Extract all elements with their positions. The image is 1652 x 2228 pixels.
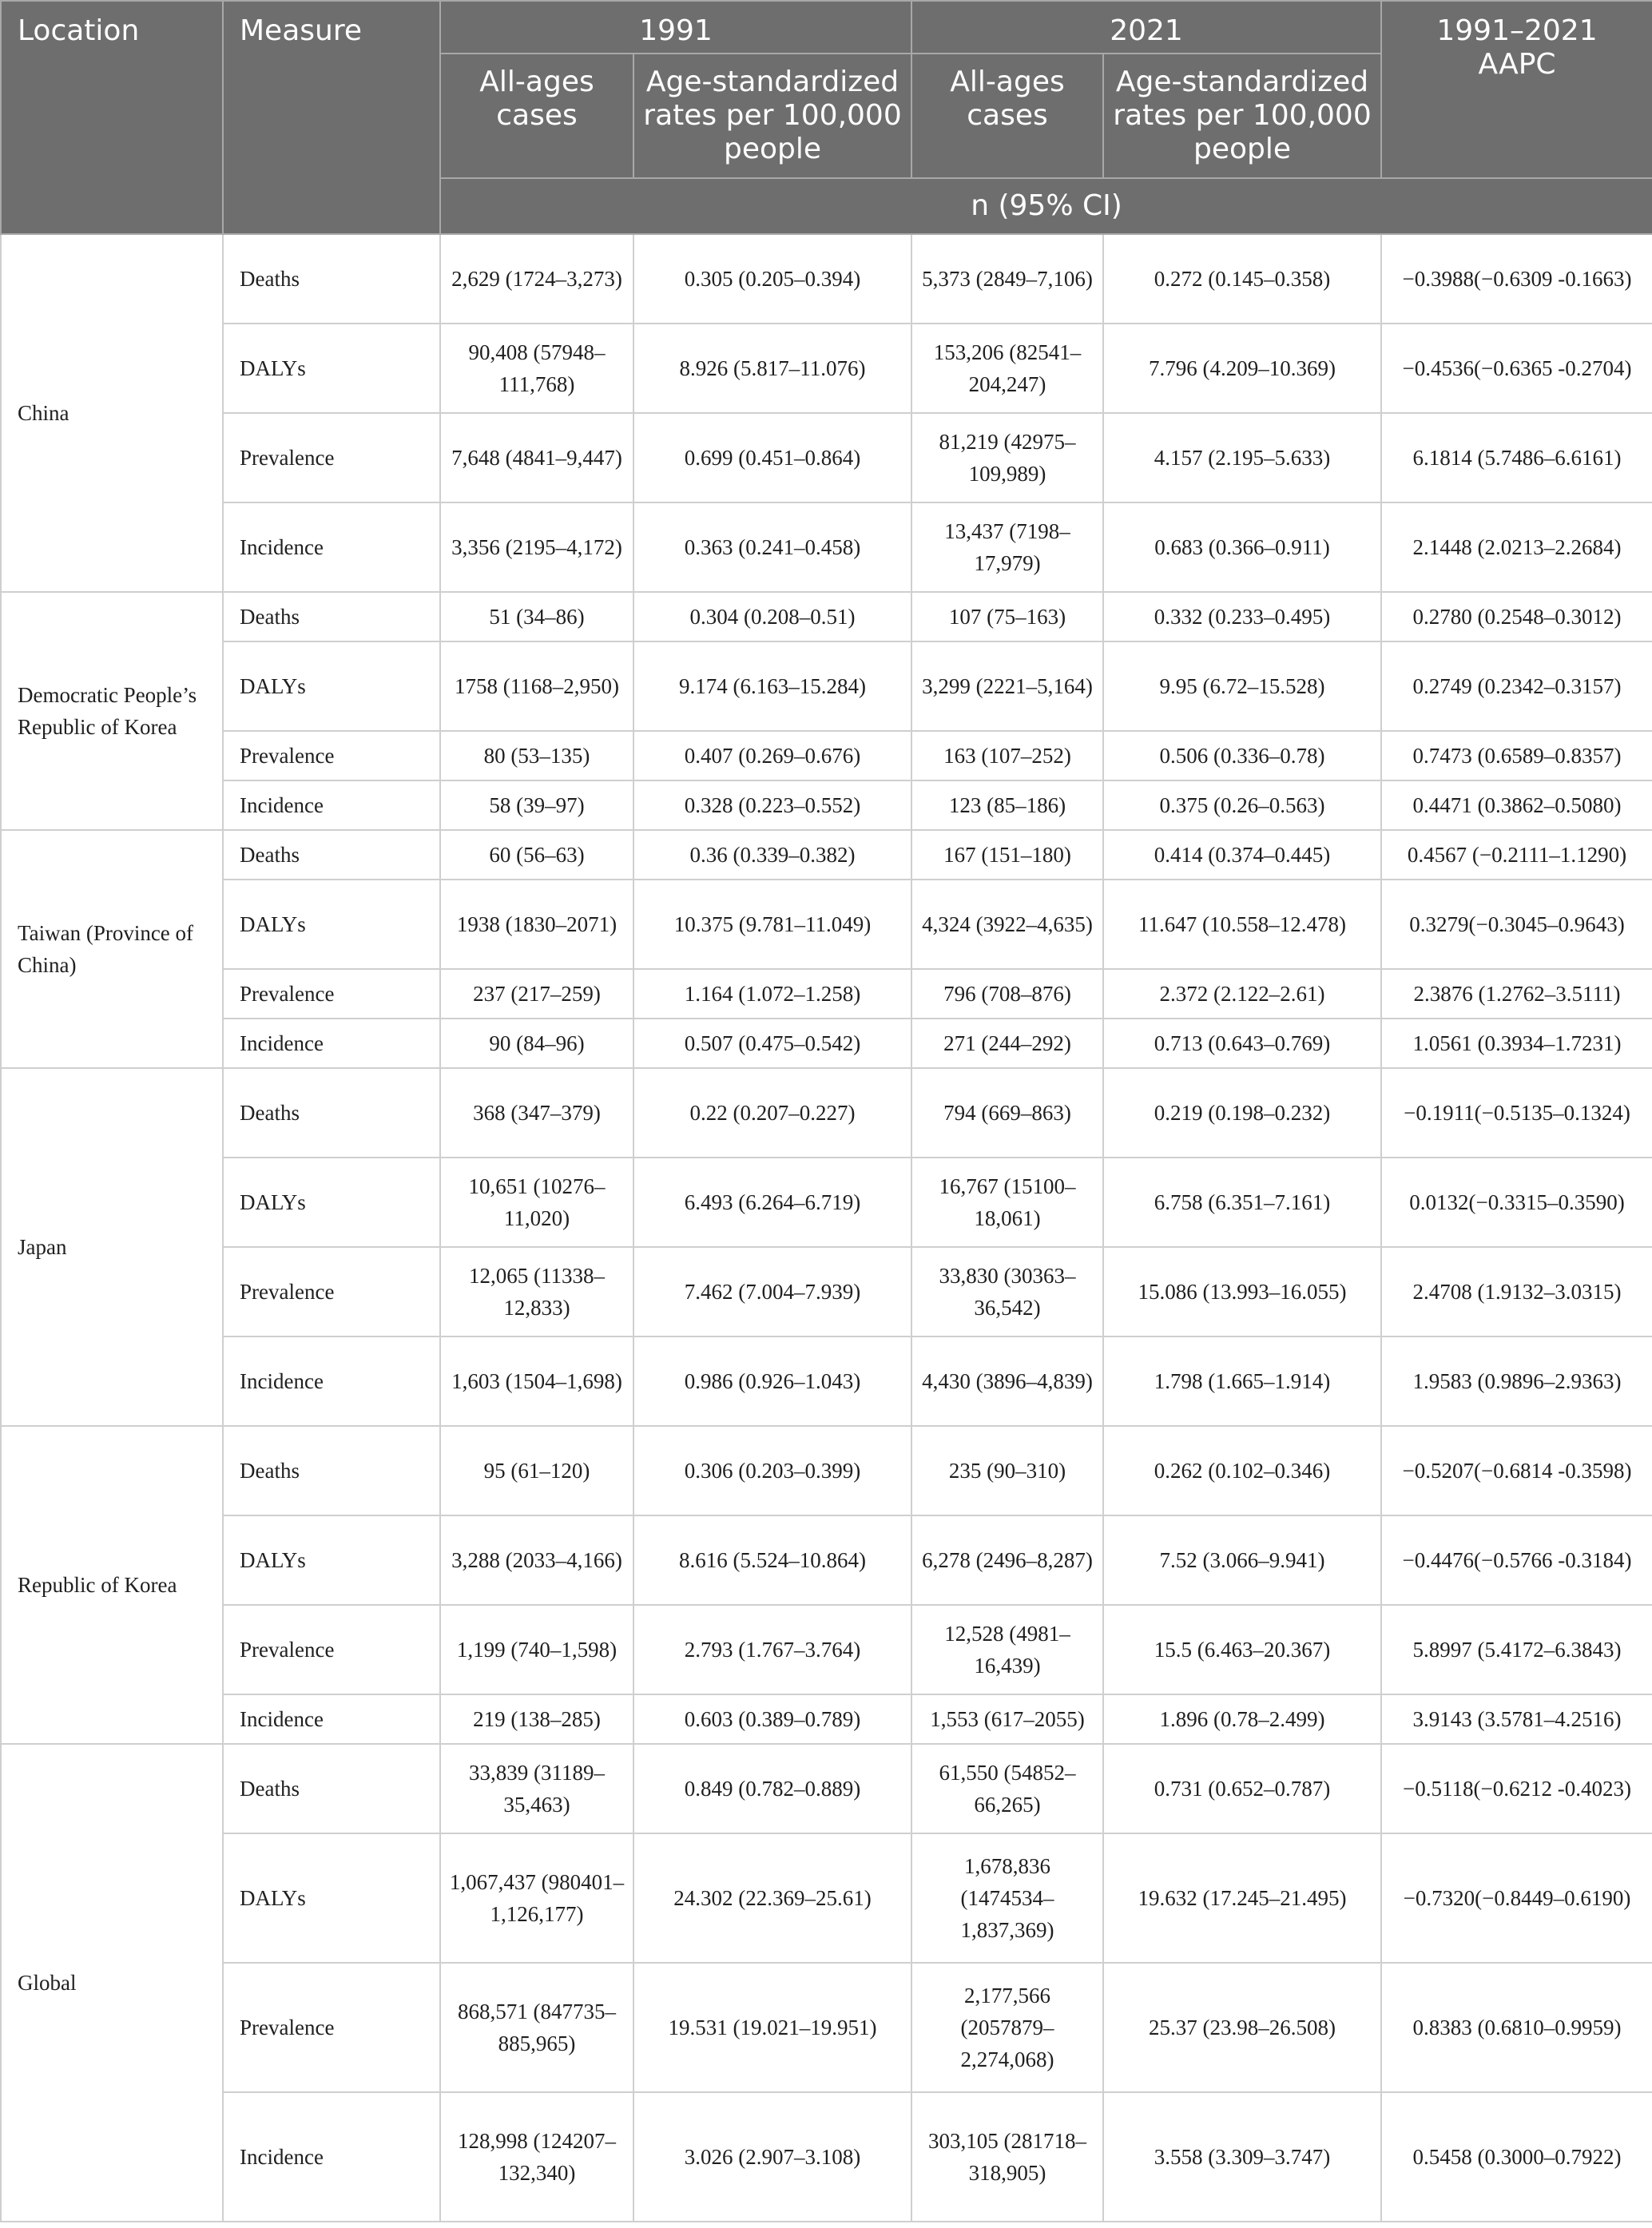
rate-2021-cell: 0.506 (0.336–0.78) (1103, 731, 1381, 780)
cases-1991-cell: 3,356 (2195–4,172) (440, 502, 633, 592)
rate-1991-cell: 0.603 (0.389–0.789) (633, 1694, 911, 1744)
table-row (1, 234, 1652, 324)
rate-1991-cell: 19.531 (19.021–19.951) (633, 1963, 911, 2092)
cases-header-line1: All-ages (950, 66, 1065, 98)
cases-1991-cell: 237 (217–259) (440, 969, 633, 1019)
rate-1991-cell: 9.174 (6.163–15.284) (633, 641, 911, 731)
table-header (1, 1, 1652, 234)
aapc-cell: −0.5207(−0.6814 -0.3598) (1381, 1426, 1652, 1515)
measure-cell: Deaths (223, 592, 440, 641)
year-2021-header: 2021 (911, 1, 1381, 54)
cases-2021-cell: 153,206 (82541–204,247) (911, 324, 1103, 413)
cases-1991-cell: 868,571 (847735–885,965) (440, 1963, 633, 2092)
aapc-cell: 3.9143 (3.5781–4.2516) (1381, 1694, 1652, 1744)
rate-2021-cell: 1.798 (1.665–1.914) (1103, 1336, 1381, 1426)
measure-cell: Incidence (223, 2092, 440, 2222)
table-row (1, 780, 1652, 830)
cases-2021-cell: 123 (85–186) (911, 780, 1103, 830)
table-row (1, 880, 1652, 969)
cases-header-line2: cases (967, 99, 1048, 132)
rate-2021-cell: 25.37 (23.98–26.508) (1103, 1963, 1381, 2092)
aapc-cell: 0.4471 (0.3862–0.5080) (1381, 780, 1652, 830)
cases-2021-cell: 271 (244–292) (911, 1019, 1103, 1068)
aapc-header-line1: 1991–2021 (1436, 14, 1598, 47)
rate-header-line3: people (1193, 133, 1292, 165)
cases-2021-cell: 61,550 (54852–66,265) (911, 1744, 1103, 1833)
aapc-cell: 0.2749 (0.2342–0.3157) (1381, 641, 1652, 731)
cases-header-line1: All-ages (479, 66, 594, 98)
rate-1991-cell: 7.462 (7.004–7.939) (633, 1247, 911, 1336)
table-row (1, 731, 1652, 780)
rate-2021-cell: 3.558 (3.309–3.747) (1103, 2092, 1381, 2222)
rate-1991-cell: 6.493 (6.264–6.719) (633, 1158, 911, 1247)
table-row (1, 1833, 1652, 1963)
rate-1991-cell: 0.363 (0.241–0.458) (633, 502, 911, 592)
cases-2021-cell: 33,830 (30363–36,542) (911, 1247, 1103, 1336)
measure-cell: Prevalence (223, 731, 440, 780)
measure-cell: Incidence (223, 1336, 440, 1426)
rate-1991-cell: 0.22 (0.207–0.227) (633, 1068, 911, 1158)
table-row (1, 1744, 1652, 1833)
rate-1991-cell: 0.36 (0.339–0.382) (633, 830, 911, 880)
cases-2021-cell: 81,219 (42975–109,989) (911, 413, 1103, 502)
location-cell: Republic of Korea (1, 1426, 223, 1744)
table-row (1, 413, 1652, 502)
rate-2021-cell: 15.086 (13.993–16.055) (1103, 1247, 1381, 1336)
rate-1991-cell: 0.407 (0.269–0.676) (633, 731, 911, 780)
cases-2021-cell: 235 (90–310) (911, 1426, 1103, 1515)
table-row (1, 1019, 1652, 1068)
cases-2021-cell: 5,373 (2849–7,106) (911, 234, 1103, 324)
measure-cell: Incidence (223, 1694, 440, 1744)
cases-2021-cell: 107 (75–163) (911, 592, 1103, 641)
cases-1991-cell: 368 (347–379) (440, 1068, 633, 1158)
rate-2021-cell: 0.272 (0.145–0.358) (1103, 234, 1381, 324)
rate-1991-cell: 1.164 (1.072–1.258) (633, 969, 911, 1019)
cases-1991-cell: 7,648 (4841–9,447) (440, 413, 633, 502)
table-row (1, 1605, 1652, 1694)
aapc-cell: 1.9583 (0.9896–2.9363) (1381, 1336, 1652, 1426)
rate-1991-cell: 0.849 (0.782–0.889) (633, 1744, 911, 1833)
measure-cell: DALYs (223, 1833, 440, 1963)
aapc-cell: 2.4708 (1.9132–3.0315) (1381, 1247, 1652, 1336)
rate-2021-cell: 0.731 (0.652–0.787) (1103, 1744, 1381, 1833)
rate-header-line2: rates per 100,000 (643, 99, 902, 132)
cases-1991-cell: 1938 (1830–2071) (440, 880, 633, 969)
cases-1991-cell: 90,408 (57948–111,768) (440, 324, 633, 413)
cases-1991-cell: 219 (138–285) (440, 1694, 633, 1744)
table-row (1, 1158, 1652, 1247)
aapc-cell: 0.7473 (0.6589–0.8357) (1381, 731, 1652, 780)
rate-2021-cell: 0.262 (0.102–0.346) (1103, 1426, 1381, 1515)
ci-header: n (95% CI) (440, 178, 1652, 234)
cases-1991-cell: 3,288 (2033–4,166) (440, 1515, 633, 1605)
cases-1991-header (440, 54, 633, 178)
rate-1991-cell: 0.304 (0.208–0.51) (633, 592, 911, 641)
cases-1991-cell: 60 (56–63) (440, 830, 633, 880)
aapc-cell: 2.3876 (1.2762–3.5111) (1381, 969, 1652, 1019)
measure-cell: Incidence (223, 502, 440, 592)
aapc-cell: 0.3279(−0.3045–0.9643) (1381, 880, 1652, 969)
measure-cell: Prevalence (223, 1247, 440, 1336)
rate-1991-cell: 0.507 (0.475–0.542) (633, 1019, 911, 1068)
rate-header-line1: Age-standardized (1115, 66, 1369, 98)
cases-2021-cell: 4,430 (3896–4,839) (911, 1336, 1103, 1426)
rate-header-line1: Age-standardized (645, 66, 899, 98)
rate-2021-header (1103, 54, 1381, 178)
cases-1991-cell: 51 (34–86) (440, 592, 633, 641)
location-cell: Democratic People’s Republic of Korea (1, 592, 223, 830)
rate-header-line3: people (723, 133, 822, 165)
aapc-cell: 0.4567 (−0.2111–1.1290) (1381, 830, 1652, 880)
cases-2021-cell: 794 (669–863) (911, 1068, 1103, 1158)
table-row (1, 1336, 1652, 1426)
cases-1991-cell: 80 (53–135) (440, 731, 633, 780)
rate-2021-cell: 7.796 (4.209–10.369) (1103, 324, 1381, 413)
cases-1991-cell: 10,651 (10276–11,020) (440, 1158, 633, 1247)
table-row (1, 592, 1652, 641)
table-row (1, 641, 1652, 731)
cases-1991-cell: 1,603 (1504–1,698) (440, 1336, 633, 1426)
measure-cell: DALYs (223, 880, 440, 969)
rate-1991-cell: 0.986 (0.926–1.043) (633, 1336, 911, 1426)
rate-header-line2: rates per 100,000 (1113, 99, 1372, 132)
rate-1991-cell: 0.328 (0.223–0.552) (633, 780, 911, 830)
aapc-cell: −0.1911(−0.5135–0.1324) (1381, 1068, 1652, 1158)
rate-2021-cell: 0.375 (0.26–0.563) (1103, 780, 1381, 830)
table-row (1, 1963, 1652, 2092)
table-row (1, 1515, 1652, 1605)
cases-2021-cell: 163 (107–252) (911, 731, 1103, 780)
rate-2021-cell: 15.5 (6.463–20.367) (1103, 1605, 1381, 1694)
rate-1991-cell: 3.026 (2.907–3.108) (633, 2092, 911, 2222)
aapc-header (1381, 1, 1652, 178)
measure-cell: DALYs (223, 324, 440, 413)
rate-2021-cell: 0.414 (0.374–0.445) (1103, 830, 1381, 880)
cases-1991-cell: 95 (61–120) (440, 1426, 633, 1515)
cases-2021-cell: 303,105 (281718–318,905) (911, 2092, 1103, 2222)
table-row (1, 830, 1652, 880)
cases-1991-cell: 90 (84–96) (440, 1019, 633, 1068)
cases-1991-cell: 1758 (1168–2,950) (440, 641, 633, 731)
cases-1991-cell: 12,065 (11338–12,833) (440, 1247, 633, 1336)
rate-2021-cell: 2.372 (2.122–2.61) (1103, 969, 1381, 1019)
rate-2021-cell: 0.332 (0.233–0.495) (1103, 592, 1381, 641)
rate-2021-cell: 11.647 (10.558–12.478) (1103, 880, 1381, 969)
aapc-cell: −0.7320(−0.8449–0.6190) (1381, 1833, 1652, 1963)
measure-cell: Deaths (223, 1426, 440, 1515)
aapc-cell: −0.3988(−0.6309 -0.1663) (1381, 234, 1652, 324)
measure-cell: Incidence (223, 1019, 440, 1068)
cases-1991-cell: 33,839 (31189–35,463) (440, 1744, 633, 1833)
location-cell: Taiwan (Province of China) (1, 830, 223, 1068)
rate-2021-cell: 0.683 (0.366–0.911) (1103, 502, 1381, 592)
table-row (1, 2092, 1652, 2222)
cases-2021-cell: 13,437 (7198–17,979) (911, 502, 1103, 592)
measure-cell: Prevalence (223, 1605, 440, 1694)
aapc-cell: 0.5458 (0.3000–0.7922) (1381, 2092, 1652, 2222)
measure-cell: DALYs (223, 1158, 440, 1247)
aapc-cell: 0.0132(−0.3315–0.3590) (1381, 1158, 1652, 1247)
rate-2021-cell: 4.157 (2.195–5.633) (1103, 413, 1381, 502)
table-row (1, 1426, 1652, 1515)
cases-1991-cell: 58 (39–97) (440, 780, 633, 830)
cases-2021-cell: 1,553 (617–2055) (911, 1694, 1103, 1744)
cases-1991-cell: 1,199 (740–1,598) (440, 1605, 633, 1694)
location-cell: China (1, 234, 223, 592)
rate-1991-header (633, 54, 911, 178)
cases-2021-cell: 16,767 (15100–18,061) (911, 1158, 1103, 1247)
table-body (1, 234, 1652, 2222)
aapc-cell: −0.5118(−0.6212 -0.4023) (1381, 1744, 1652, 1833)
cases-2021-cell: 1,678,836 (1474534–1,837,369) (911, 1833, 1103, 1963)
location-cell: Japan (1, 1068, 223, 1426)
cases-1991-cell: 128,998 (124207–132,340) (440, 2092, 633, 2222)
measure-cell: Prevalence (223, 969, 440, 1019)
cases-2021-cell: 167 (151–180) (911, 830, 1103, 880)
cases-2021-cell: 3,299 (2221–5,164) (911, 641, 1103, 731)
measure-cell: Deaths (223, 1068, 440, 1158)
cases-1991-cell: 2,629 (1724–3,273) (440, 234, 633, 324)
cases-1991-cell: 1,067,437 (980401–1,126,177) (440, 1833, 633, 1963)
measure-header: Measure (223, 1, 440, 234)
cases-2021-cell: 6,278 (2496–8,287) (911, 1515, 1103, 1605)
cases-2021-cell: 796 (708–876) (911, 969, 1103, 1019)
rate-2021-cell: 9.95 (6.72–15.528) (1103, 641, 1381, 731)
cases-2021-header (911, 54, 1103, 178)
aapc-cell: 0.2780 (0.2548–0.3012) (1381, 592, 1652, 641)
year-1991-header: 1991 (440, 1, 911, 54)
rate-1991-cell: 0.306 (0.203–0.399) (633, 1426, 911, 1515)
table-row (1, 1694, 1652, 1744)
measure-cell: DALYs (223, 1515, 440, 1605)
rate-2021-cell: 7.52 (3.066–9.941) (1103, 1515, 1381, 1605)
aapc-cell: 1.0561 (0.3934–1.7231) (1381, 1019, 1652, 1068)
cases-2021-cell: 12,528 (4981–16,439) (911, 1605, 1103, 1694)
table-row (1, 324, 1652, 413)
rate-1991-cell: 8.926 (5.817–11.076) (633, 324, 911, 413)
cases-header-line2: cases (496, 99, 578, 132)
rate-2021-cell: 19.632 (17.245–21.495) (1103, 1833, 1381, 1963)
table-row (1, 1068, 1652, 1158)
table-row (1, 1247, 1652, 1336)
measure-cell: Prevalence (223, 413, 440, 502)
rate-1991-cell: 24.302 (22.369–25.61) (633, 1833, 911, 1963)
measure-cell: Deaths (223, 830, 440, 880)
table-row (1, 969, 1652, 1019)
rate-1991-cell: 10.375 (9.781–11.049) (633, 880, 911, 969)
rate-2021-cell: 1.896 (0.78–2.499) (1103, 1694, 1381, 1744)
measure-cell: Incidence (223, 780, 440, 830)
cases-2021-cell: 4,324 (3922–4,635) (911, 880, 1103, 969)
aapc-header-line2: AAPC (1478, 48, 1556, 81)
aapc-cell: 6.1814 (5.7486–6.6161) (1381, 413, 1652, 502)
rate-1991-cell: 2.793 (1.767–3.764) (633, 1605, 911, 1694)
rate-1991-cell: 0.699 (0.451–0.864) (633, 413, 911, 502)
aapc-cell: 5.8997 (5.4172–6.3843) (1381, 1605, 1652, 1694)
table-row (1, 502, 1652, 592)
location-header: Location (1, 1, 223, 234)
rate-2021-cell: 0.713 (0.643–0.769) (1103, 1019, 1381, 1068)
rate-2021-cell: 0.219 (0.198–0.232) (1103, 1068, 1381, 1158)
location-cell: Global (1, 1744, 223, 2222)
rate-2021-cell: 6.758 (6.351–7.161) (1103, 1158, 1381, 1247)
aapc-cell: 0.8383 (0.6810–0.9959) (1381, 1963, 1652, 2092)
measure-cell: Prevalence (223, 1963, 440, 2092)
cases-2021-cell: 2,177,566 (2057879–2,274,068) (911, 1963, 1103, 2092)
aapc-cell: −0.4476(−0.5766 -0.3184) (1381, 1515, 1652, 1605)
aapc-cell: 2.1448 (2.0213–2.2684) (1381, 502, 1652, 592)
measure-cell: DALYs (223, 641, 440, 731)
aapc-cell: −0.4536(−0.6365 -0.2704) (1381, 324, 1652, 413)
measure-cell: Deaths (223, 234, 440, 324)
rate-1991-cell: 0.305 (0.205–0.394) (633, 234, 911, 324)
rate-1991-cell: 8.616 (5.524–10.864) (633, 1515, 911, 1605)
measure-cell: Deaths (223, 1744, 440, 1833)
